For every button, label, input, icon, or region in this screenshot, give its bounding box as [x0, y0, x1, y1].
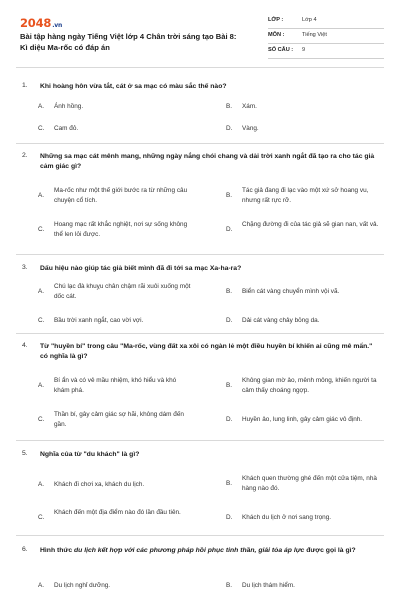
option-letter: C. [38, 125, 45, 132]
meta-row-subject [268, 29, 384, 44]
question-number: 1. [22, 82, 28, 89]
option-letter: D. [226, 317, 233, 324]
question-text-italic: du lịch kết hợp với các phương pháp hồi phục tinh thần, giải tỏa áp lực [74, 547, 305, 554]
option-letter: A. [38, 192, 45, 199]
meta-key-count: SỐ CÂU : [268, 47, 294, 53]
option-text: Dải cát vàng chảy bỏng da. [242, 317, 320, 324]
option-letter: B. [226, 582, 233, 589]
question-3 [16, 264, 384, 336]
option-letter: A. [38, 382, 45, 389]
option-letter: B. [226, 480, 233, 487]
question-number: 4. [22, 342, 28, 349]
question-divider [16, 440, 384, 441]
meta-key-grade: LỚP : [268, 17, 284, 23]
meta-value-count: 9 [302, 47, 306, 53]
option-letter: B. [226, 288, 233, 295]
question-text-part: được gọi là gì? [304, 547, 356, 554]
option-letter: A. [38, 481, 45, 488]
question-divider [16, 333, 384, 334]
worksheet-title: Bài tập hàng ngày Tiếng Việt lớp 4 Chân trời sáng tạo Bài 8: Kì diệu Ma-rốc có đáp án [20, 32, 237, 52]
worksheet-header [16, 14, 384, 60]
option-letter: D. [226, 514, 233, 521]
option-text: Khách du lịch ở nơi sang trọng. [242, 514, 332, 521]
meta-row-grade [268, 14, 384, 29]
question-number: 6. [22, 546, 28, 553]
option-letter: C. [38, 317, 45, 324]
option-letter: C. [38, 514, 45, 521]
option-text: Du lịch nghỉ dưỡng. [54, 582, 111, 589]
option-letter: A. [38, 288, 45, 295]
option-text: Thần bí, gây cảm giác sợ hãi, không dám đến gần. [54, 411, 184, 428]
option-text: Du lịch thám hiểm. [242, 582, 295, 589]
option-letter: C. [38, 226, 45, 233]
question-divider [16, 535, 384, 536]
option-text: Khách đi chơi xa, khách du lịch. [54, 481, 145, 488]
option-letter: A. [38, 582, 45, 589]
option-text: Chú lạc đà khuỵu chân chậm rãi xuôi xuống một dốc cát. [54, 283, 191, 300]
option-text: Không gian mờ ảo, mênh mông, khiến người ta cảm thấy choáng ngợp. [242, 377, 377, 394]
question-5 [16, 450, 384, 536]
question-text: Những sa mạc cát mênh mang, những ngày nắng chói chang và dải trời xanh ngắt đã tạo ra cho tác giả cảm giác gì? [40, 153, 375, 170]
option-text: Chặng đường đi của tác giả sẽ gian nan, vất vả. [242, 221, 379, 228]
question-number: 3. [22, 264, 28, 271]
option-text: Bầu trời xanh ngắt, cao vời vợi. [54, 317, 144, 324]
question-divider [16, 143, 384, 144]
option-text: Xám. [242, 103, 257, 110]
option-letter: D. [226, 226, 233, 233]
question-text [40, 546, 376, 556]
question-number: 2. [22, 152, 28, 159]
option-text: Cam đỏ. [54, 125, 79, 132]
logo-suffix: .vn [52, 22, 63, 29]
option-text: Biển cát vàng chuyển mình vội vã. [242, 288, 340, 295]
question-2 [16, 152, 384, 252]
option-text: Tác giả đang đi lạc vào một xứ sở hoang vu, nhưng rất rực rỡ. [242, 187, 369, 204]
option-text: Khách quen thường ghé đến một cửa tiệm, nhà hàng nào đó. [242, 475, 377, 492]
option-text: Ma-rốc như một thế giới bước ra từ những câu chuyện cổ tích. [54, 187, 188, 204]
option-letter: D. [226, 125, 233, 132]
logo-main: 2048 [20, 16, 52, 30]
meta-value-subject: Tiếng Việt [302, 32, 327, 38]
option-text: Huyền ảo, lung linh, gây cảm giác vô định. [242, 416, 363, 423]
option-text: Vàng. [242, 125, 259, 132]
question-1 [16, 82, 384, 144]
option-letter: B. [226, 103, 233, 110]
question-4 [16, 342, 384, 442]
option-text: Khách đến một địa điểm nào đó lần đầu tiên. [54, 509, 181, 516]
meta-value-grade: Lớp 4 [302, 17, 317, 23]
site-logo[interactable] [20, 16, 62, 30]
meta-row-count [268, 44, 384, 59]
meta-key-subject: MÔN : [268, 32, 285, 38]
option-letter: A. [38, 103, 45, 110]
question-text-part: Hình thức [40, 547, 74, 554]
option-letter: B. [226, 192, 233, 199]
header-divider [16, 67, 384, 68]
question-6 [16, 546, 384, 596]
question-text: Nghĩa của từ "du khách" là gì? [40, 451, 140, 458]
option-letter: C. [38, 416, 45, 423]
worksheet-meta [268, 14, 384, 59]
option-text: Bí ẩn và có vẻ mầu nhiệm, khó hiểu và khó khám phá. [54, 377, 177, 394]
question-text: Khi hoàng hôn vừa tắt, cát ở sa mạc có màu sắc thế nào? [40, 83, 227, 90]
option-text: Ánh hồng. [54, 103, 84, 110]
question-text: Từ "huyền bí" trong câu "Ma-rốc, vùng đất xa xôi có ngàn lẻ một điều huyền bí khiến ai cũng mê mẩn." có nghĩa là gì? [40, 343, 373, 360]
option-letter: D. [226, 416, 233, 423]
question-number: 5. [22, 450, 28, 457]
option-text: Hoang mạc rất khắc nghiệt, nơi sự sống không thể len lỏi được. [54, 221, 188, 238]
option-letter: B. [226, 382, 233, 389]
question-divider [16, 254, 384, 255]
question-text: Dấu hiệu nào giúp tác giả biết mình đã đi tới sa mạc Xa-ha-ra? [40, 265, 242, 272]
